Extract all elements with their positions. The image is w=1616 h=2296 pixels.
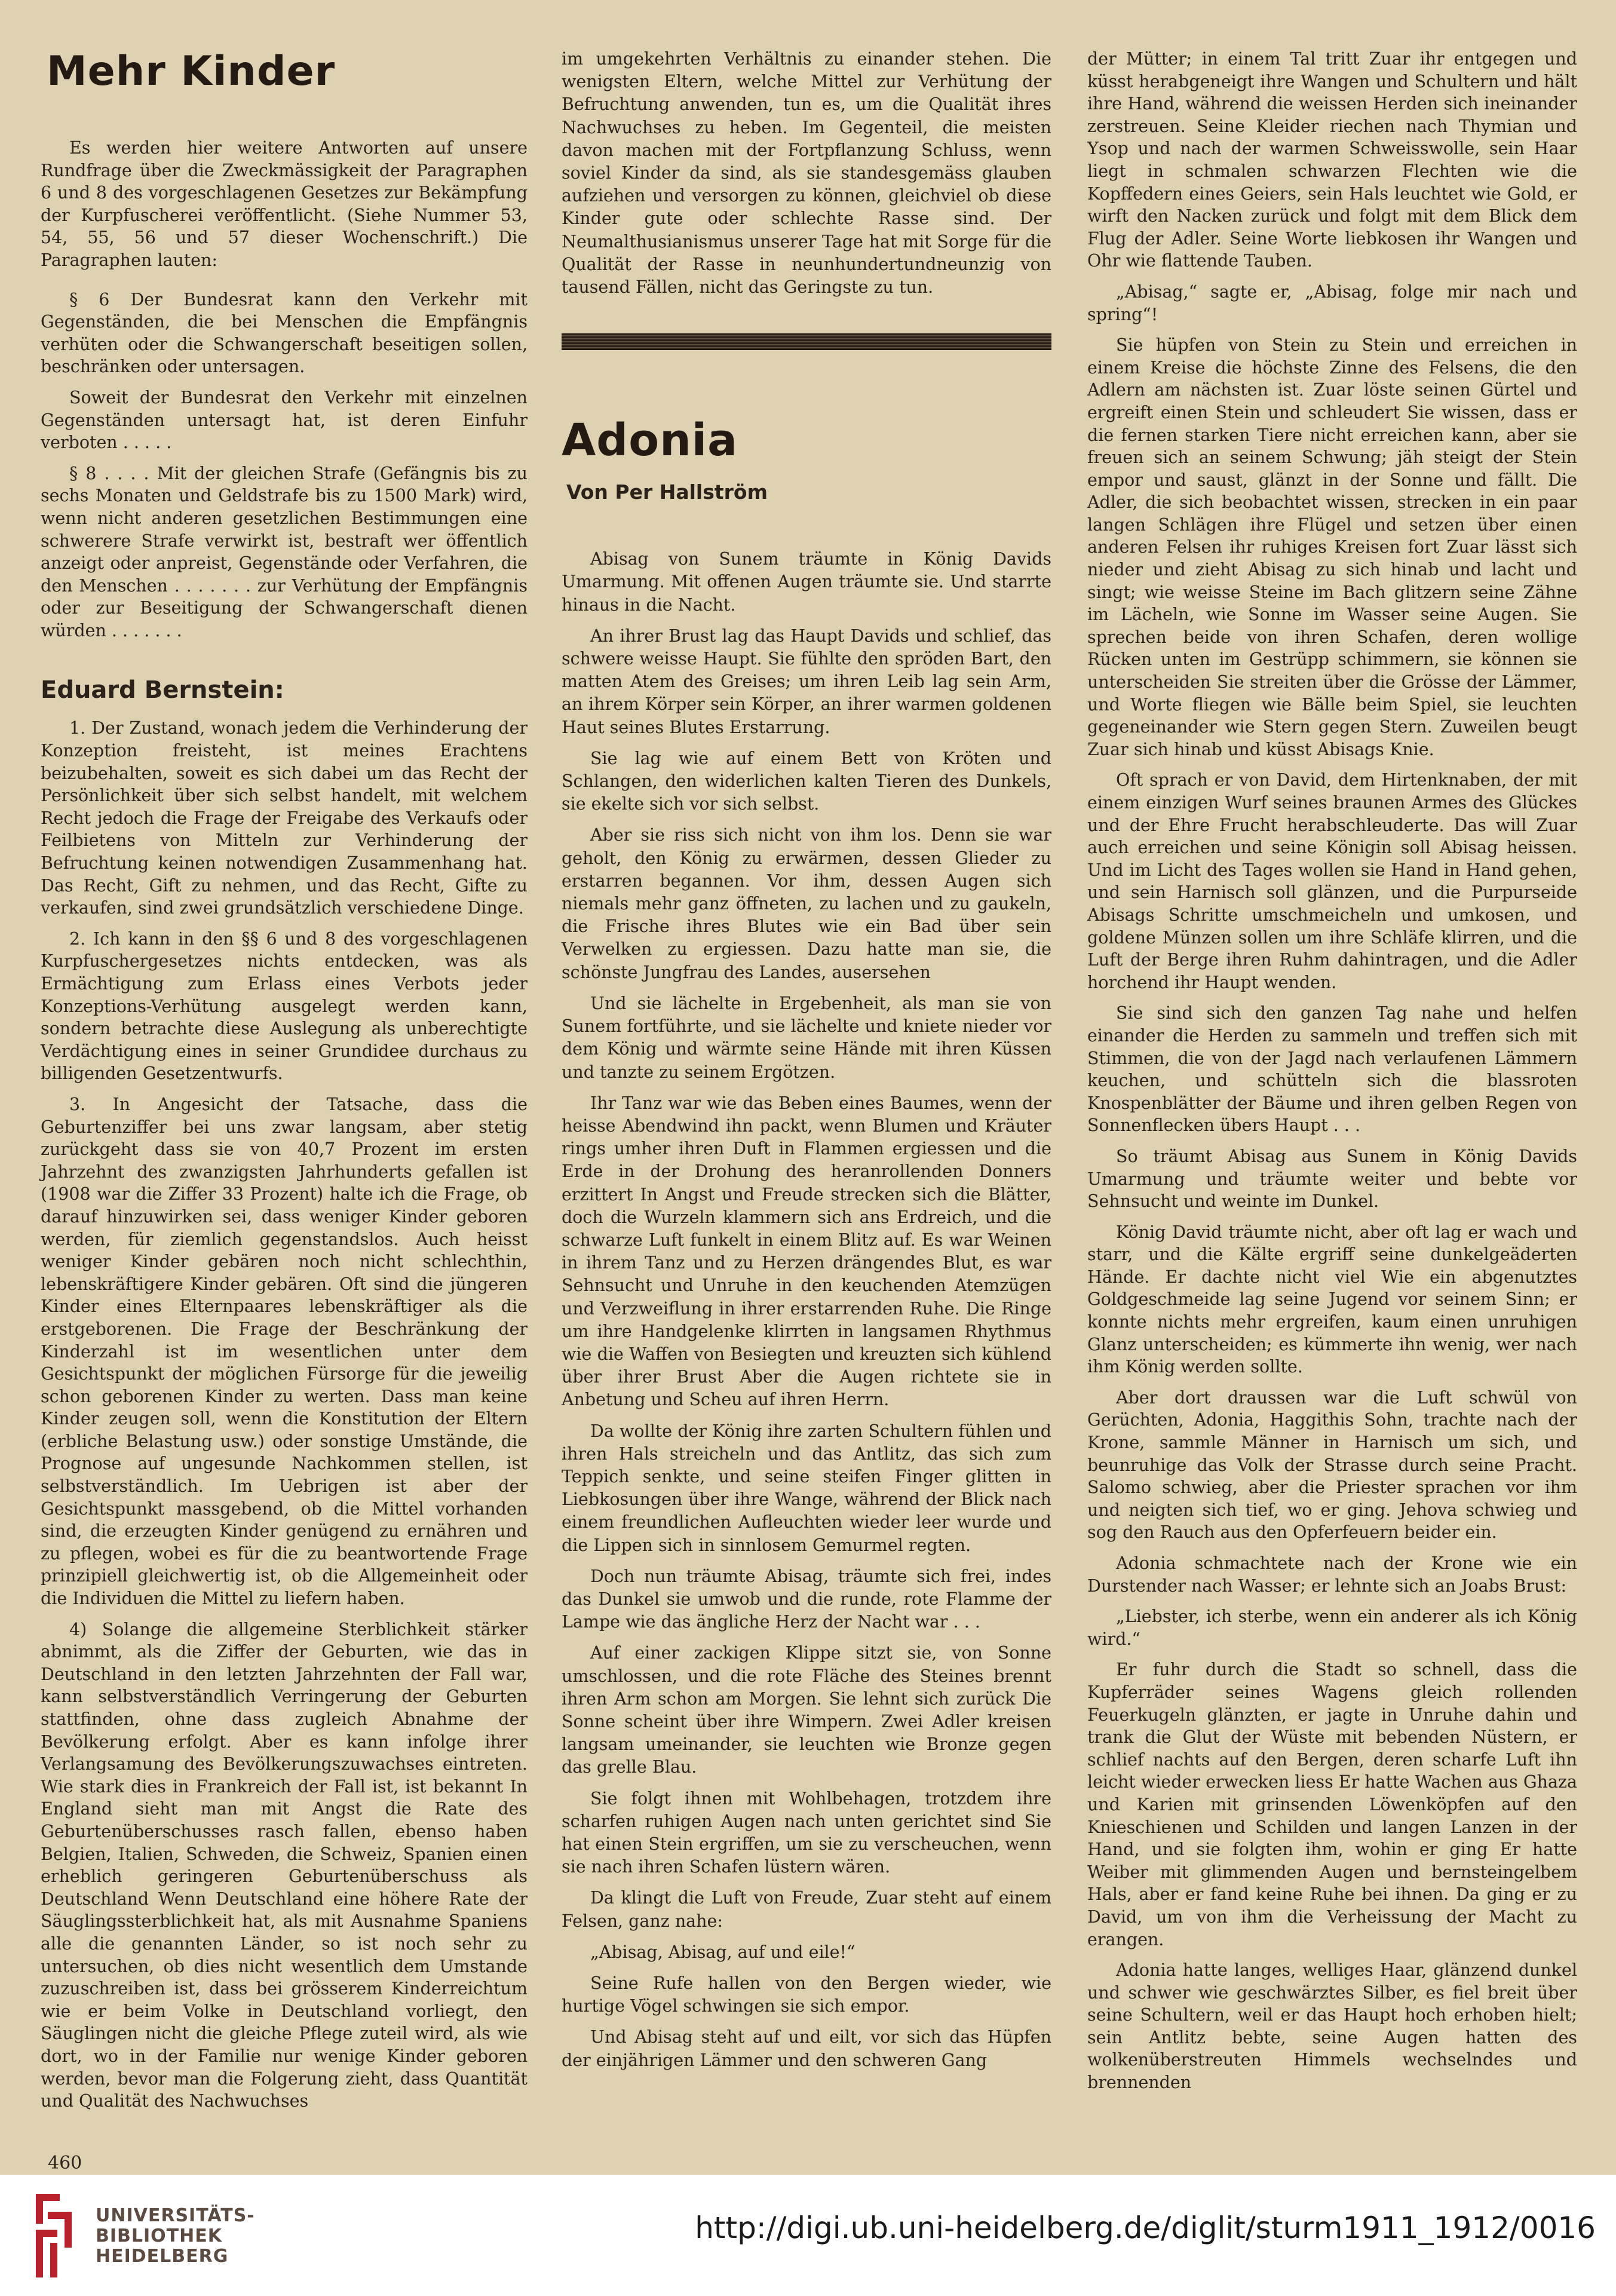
answer-3: 3. In Angesicht der Tatsache, dass die Geburtenziffer bei uns zwar langsam, aber stetig zurückgeht dass sie von 40,7 Prozent im ersten Jahrzehnt des zwanzigsten Jahrhunderts gefallen ist (1908 war die Ziffer 33 Prozent) halte ich die Frage, ob darauf hinzuwirken sei, dass weniger Kinder geboren werden, für ziemlich gegenstandslos. Auch heisst weniger Kinder gebären noch nicht schlechthin, lebenskräftigere Kinder gebären. Oft sind die jüngeren Kinder eines Elternpaares lebenskräftiger als die erstgeborenen. Die Frage der Beschränkung der Kinderzahl ist im wesentlichen unter dem Gesichtspunkt der möglichen Fürsorge für die jeweilig schon geborenen Kinder zu werten. Dass man keine Kinder zeugen soll, wenn die Konstitution der Eltern (erbliche Belastung usw.) oder sonstige Umstände, die Prognose auf ungesunde Nachkommen stellen, ist selbstverständlich. Im Uebrigen ist aber der Gesichtspunkt massgebend, ob die Mittel vorhanden sind, die erzeugten Kinder genügend zu ernähren und zu pflegen, wobei es für die zu beantwortende Frage prinzipiell gleichwertig ist, ob die Allgemeinheit oder die Individuen die Mittel zu liefern haben. bbox=[41, 1094, 528, 1609]
article-title-adonia: Adonia bbox=[562, 415, 738, 467]
section-divider bbox=[562, 333, 1051, 349]
library-name-line: HEIDELBERG bbox=[96, 2246, 229, 2267]
story-paragraph: Aber sie riss sich nicht von ihm los. Denn sie war geholt, den König zu erwärmen, dessen Glieder zu erstarren begannen. Vor ihm, dessen Augen sich niemals mehr ganz öffneten, zu lachen und zu gaukeln, die Frische ihres Blutes wie ein Bad über sein Verwelken zu ergiessen. Dazu hatte man sie, die schönste Jungfrau des Landes, ausersehen bbox=[562, 825, 1051, 982]
story-paragraph: König David träumte nicht, aber oft lag er wach und starr, und die Kälte ergriff seine dunkelgeäderten Hände. Er dachte nicht viel Wie ein abgenutztes Goldgeschmeide lag seine Jugend vor seinem Sinn; er konnte nichts mehr ergreifen, kaum einen unruhigen Glanz unterscheiden; es kümmerte ihn wenig, wer nach ihm König werden sollte. bbox=[1087, 1222, 1577, 1377]
story-paragraph: „Abisag,“ sagte er, „Abisag, folge mir nach und spring“! bbox=[1087, 281, 1577, 324]
library-name-line: BIBLIOTHEK bbox=[96, 2226, 222, 2246]
story-paragraph: So träumt Abisag aus Sunem in König Davids Umarmung und träumte weiter und bebte vor Sehnsucht und weinte im Dunkel. bbox=[1087, 1146, 1577, 1212]
story-paragraph: Auf einer zackigen Klippe sitzt sie, von Sonne umschlossen, und die rote Fläche des Steines brennt ihren Arm schon am Morgen. Sie lehnt sich zurück Die Sonne scheint über ihre Wimpern. Zwei Adler kreisen langsam umeinander, sie leuchten wie Bronze gegen das grelle Blau. bbox=[562, 1643, 1051, 1777]
answer-2: 2. Ich kann in den §§ 6 und 8 des vorgeschlagenen Kurpfuschergesetzes nichts entdecken, was als Ermächtigung zum Erlass eines Verbots jeder Konzeptions-Verhütung ausgelegt werden kann, sondern betrachte diese Auslegung als unberechtigte Verdächtigung eines in seiner Grundidee durchaus zu billigenden Gesetzentwurfs. bbox=[41, 928, 528, 1084]
library-name-line: UNIVERSITÄTS- bbox=[96, 2205, 255, 2226]
respondent-name: Eduard Bernstein: bbox=[41, 676, 284, 704]
column-3 bbox=[1087, 48, 1577, 2102]
library-footer bbox=[0, 2175, 1616, 2296]
intro-paragraph: Es werden hier weitere Antworten auf unsere Rundfrage über die Zweckmässigkeit der Paragraphen 6 und 8 des vorgeschlagenen Gesetzes zur Bekämpfung der Kurpfuscherei veröffentlicht. (Siehe Nummer 53, 54, 55, 56 und 57 dieser Wochenschrift.) Die Paragraphen lauten: bbox=[41, 138, 528, 270]
column-1 bbox=[41, 48, 528, 2121]
university-library-logo-icon bbox=[24, 2188, 84, 2283]
story-paragraph: Da wollte der König ihre zarten Schultern fühlen und ihren Hals streicheln und das Antlitz, das sich zum Teppich senkte, und seine steifen Finger glitten in Liebkosungen über ihre Wange, während der Blick nach einem freundlichen Aufleuchten wieder leer wurde und die Lippen sich in sinnlosem Gemurmel regten. bbox=[562, 1421, 1051, 1555]
paragraph-6-continued: Soweit der Bundesrat den Verkehr mit einzelnen Gegenständen untersagt hat, ist deren Einfuhr verboten . . . . . bbox=[41, 387, 528, 453]
story-paragraph: Sie sind sich den ganzen Tag nahe und helfen einander die Herden zu sammeln und treffen sich mit Stimmen, die von der Jagd nach verlaufenen Lämmern keuchen, und schütteln sich die blassroten Knospenblätter der Bäume und ihren gelben Regen von Sonnenflecken übers Haupt . . . bbox=[1087, 1003, 1577, 1136]
story-paragraph: Adonia schmachtete nach der Krone wie ein Durstender nach Wasser; er lehnte sich an Joabs Brust: bbox=[1087, 1553, 1577, 1596]
story-paragraph: Adonia hatte langes, welliges Haar, glänzend dunkel und schwer wie geschwärztes Silber, es fiel breit über seine Schultern, weil er das Haupt hoch erhoben hielt; sein Antlitz bebte, seine Augen hatten des wolkenüberstreuten Himmels wechselndes und brennenden bbox=[1087, 1960, 1577, 2093]
answer-1: 1. Der Zustand, wonach jedem die Verhinderung der Konzeption freisteht, ist meines Erachtens beizubehalten, soweit es sich dabei um das Recht der Persönlichkeit über sich selbst handelt, mit welchem Recht jedoch die Frage der Freigabe des Verkaufs oder Feilbietens von Mitteln zur Verhinderung der Befruchtung keinen notwendigen Zusammenhang hat. Das Recht, Gift zu nehmen, und das Recht, Gifte zu verkaufen, sind zwei grundsätzlich verschiedene Dinge. bbox=[41, 718, 528, 918]
answer-4-continued: im umgekehrten Verhältnis zu einander stehen. Die wenigsten Eltern, welche Mittel zur Verhütung der Befruchtung anwenden, tun es, um die Qualität ihres Nachwuchses zu heben. Im Gegenteil, die meisten davon machen mit der Fortpflanzung Schluss, wenn soviel Kinder da sind, als sie standesgemäss glauben aufziehen und versorgen zu können, gleichviel ob diese Kinder gute oder schlechte Rasse sind. Der Neumalthusianismus unserer Tage hat mit Sorge für die Qualität der Rasse in neunhundertundneunzig von tausend Fällen, nicht das Geringste zu tun. bbox=[562, 49, 1051, 298]
story-paragraph: Sie lag wie auf einem Bett von Kröten und Schlangen, den widerlichen kalten Tieren des Dunkels, sie ekelte sich vor sich selbst. bbox=[562, 748, 1051, 814]
story-paragraph: Ihr Tanz war wie das Beben eines Baumes, wenn der heisse Abendwind ihn packt, wenn Blumen und Kräuter rings umher ihren Duft in Flammen ergiessen und die Erde in der Drohung des heranrollenden Donners erzittert In Angst und Freude strecken sich die Blätter, doch die Wurzeln klammern sich ans Erdreich, und die schwarze Luft funkelt in einem Blitz auf. Es war Weinen in ihrem Tanz und zu Herzen drängendes Blut, es war Sehnsucht und Unruhe in den keuchenden Atemzügen und Verzweiflung in ihrer erstarrenden Ruhe. Die Ringe um ihre Handgelenke klirrten in langsamen Rhythmus wie die Waffen von Besiegten und kreuzten sich kühlend über ihrer Brust Aber die Augen richtete sie in Anbetung und Scheu auf ihren Herrn. bbox=[562, 1093, 1051, 1410]
story-paragraph: Er fuhr durch die Stadt so schnell, dass die Kupferräder seines Wagens gleich rollenden Feuerkugeln glänzten, er jagte in Unruhe dahin und trank die Glut der Wüste mit bebenden Nüstern, er schlief nachts auf den Bergen, deren scharfe Luft ihn leicht wieder erwecken liess Er hatte Wachen aus Ghaza und Karien mit grinsenden Löwenköpfen auf den Knieschienen und Schilden und langen Lanzen in der Hand, und sie folgten ihm, wohin er ging Er hatte Weiber mit glimmenden Augen und bernsteingelbem Hals, aber er fand keine Ruhe bei ihnen. Da ging er zu David, um von ihm die Verheissung der Macht zu erangen. bbox=[1087, 1660, 1577, 1949]
paragraph-6: § 6 Der Bundesrat kann den Verkehr mit Gegenständen, die bei Menschen die Empfängnis verhüten oder die Schwangerschaft beseitigen sollen, beschränken oder untersagen. bbox=[41, 289, 528, 377]
story-paragraph: Doch nun träumte Abisag, träumte sich frei, indes das Dunkel sie umwob und die runde, rote Flamme der Lampe wie das ängliche Herz der Nacht war . . . bbox=[562, 1566, 1051, 1632]
article-author: Von Per Hallström bbox=[566, 480, 768, 504]
source-url-link[interactable]: http://digi.ub.uni-heidelberg.de/diglit/sturm1911_1912/0016 bbox=[695, 2211, 1596, 2245]
story-paragraph: Aber dort draussen war die Luft schwül von Gerüchten, Adonia, Haggithis Sohn, trachte nach der Krone, sammle Männer in Harnisch um sich, und beunruhige das Volk der Strasse durch seine Pracht. Salomo schwieg, aber die Priester sprachen vor ihm und neigten sich tief, wo er ging. Jehova schwieg und sog den Rauch aus den Opferfeuern beider ein. bbox=[1087, 1387, 1577, 1543]
story-paragraph: „Abisag, Abisag, auf und eile!“ bbox=[590, 1942, 855, 1962]
paragraph-8: § 8 . . . . Mit der gleichen Strafe (Gefängnis bis zu sechs Monaten und Geldstrafe bis zu 1500 Mark) wird, wenn nicht anderen gesetzlichen Bestimmungen eine schwerere Strafe verwirkt ist, bestraft wer öffentlich anzeigt oder anpreist, Gegenstände oder Verfahren, die den Menschen . . . . . . . zur Verhütung der Empfängnis oder zur Beseitigung der Schwangerschaft dienen würden . . . . . . . bbox=[41, 463, 528, 640]
story-paragraph: Sie folgt ihnen mit Wohlbehagen, trotzdem ihre scharfen ruhigen Augen nach unten gerichtet sind Sie hat einen Stein ergriffen, um sie zu verscheuchen, wenn sie nach ihren Schafen lüstern wären. bbox=[562, 1788, 1051, 1877]
story-paragraph: Und Abisag steht auf und eilt, vor sich das Hüpfen der einjährigen Lämmer und den schweren Gang bbox=[562, 2027, 1051, 2070]
story-paragraph: Oft sprach er von David, dem Hirtenknaben, der mit einem einzigen Wurf seines braunen Armes des Glückes und der Ehre Frucht herabschleuderte. Das will Zuar auch erreichen und seine Königin soll Abisag heissen. Und im Licht des Tages wollen sie Hand in Hand gehen, und sein Harnisch soll glänzen, und die Purpurseide Abisags Schritte umschmeicheln und umkosen, und goldene Münzen sollen um ihre Schläfe klirren, und die Luft der Berge ihren Ruhm dahintragen, und die Adler horchend ihr Haupt wenden. bbox=[1087, 770, 1577, 992]
story-paragraph: Seine Rufe hallen von den Bergen wieder, wie hurtige Vögel schwingen sie sich empor. bbox=[562, 1973, 1051, 2016]
story-paragraph: An ihrer Brust lag das Haupt Davids und schlief, das schwere weisse Haupt. Sie fühlte den spröden Bart, den matten Atem des Greises; um ihren Leib lag sein Arm, an ihrem Körper sein Körper, an ihrer warmen goldenen Haut seines Blutes Erstarrung. bbox=[562, 626, 1051, 737]
story-paragraph: Sie hüpfen von Stein zu Stein und erreichen in einem Kreise die höchste Zinne des Felsens, die den Adlern am nächsten ist. Zuar löste seinen Gürtel und ergreift einen Stein und schleudert Sie wissen, dass er die fernen starken Tiere nicht erreichen kann, aber sie freuen sich an seinem Schwung; jäh steigt der Stein empor und saust, glänzt in der Sonne und fällt. Die Adler, die sich beobachtet wissen, strecken in ein paar langen Schlägen ihre Flügel und setzen über einen anderen Felsen ihr ruhiges Kreisen fort Zuar lässt sich nieder und zieht Abisag zu sich hinab und lacht und singt; wie weisse Steine im Bach glitzern seine Zähne im Lächeln, wie Sonne im Wasser seine Augen. Sie sprechen beide von ihren Schafen, deren wollige Rücken unten im Gestrüpp schimmern, sie können sie unterscheiden Sie streiten über die Grösse der Lämmer, und Worte fliegen wie Bälle beim Spiel, sie leuchten gegeneinander wie Stern gegen Stern. Zuweilen beugt Zuar sich hinab und küsst Abisags Knie. bbox=[1087, 335, 1577, 759]
library-name bbox=[96, 2206, 255, 2267]
story-paragraph: Da klingt die Luft von Freude, Zuar steht auf einem Felsen, ganz nahe: bbox=[562, 1888, 1051, 1931]
column-2 bbox=[562, 48, 1051, 2080]
article-title-mehr-kinder: Mehr Kinder bbox=[47, 48, 336, 95]
story-paragraph: „Liebster, ich sterbe, wenn ein anderer als ich König wird.“ bbox=[1087, 1607, 1577, 1649]
story-paragraph: Und sie lächelte in Ergebenheit, als man sie von Sunem fortführte, und sie lächelte und kniete nieder vor dem König und wärmte seine Hände mit ihren Küssen und tanzte zu seinem Ergötzen. bbox=[562, 993, 1051, 1082]
page-number: 460 bbox=[48, 2153, 82, 2174]
answer-4: 4) Solange die allgemeine Sterblichkeit stärker abnimmt, als die Ziffer der Geburten, wie das in Deutschland in den letzten Jahrzehnten der Fall war, kann selbstverständlich Verringerung der Geburten stattfinden, ohne dass zugleich Abnahme der Bevölkerung erfolgt. Aber es kann infolge ihrer Verlangsamung des Bevölkerungszuwachses eintreten. Wie stark dies in Frankreich der Fall ist, ist bekannt In England sieht man mit Angst die Rate des Geburtenüberschusses rasch fallen, ebenso haben Belgien, Italien, Schweden, die Schweiz, Spanien einen erheblich geringeren Geburtenüberschuss als Deutschland Wenn Deutschland eine höhere Rate der Säuglingssterblichkeit hat, als mit Ausnahme Spaniens alle die genannten Länder, so ist noch sehr zu untersuchen, ob dies nicht wesentlich dem Umstande zuzuschreiben ist, dass bei grösserem Kinderreichtum wie er beim Volke in Deutschland vorliegt, den Säuglingen nicht die gleiche Pflege zuteil wird, als wie dort, wo in der Familie nur wenige Kinder geboren werden, bevor man die Folgerung zieht, dass Quantität und Qualität des Nachwuchses bbox=[41, 1619, 528, 2111]
story-paragraph: Abisag von Sunem träumte in König Davids Umarmung. Mit offenen Augen träumte sie. Und starrte hinaus in die Nacht. bbox=[562, 549, 1051, 615]
story-paragraph: der Mütter; in einem Tal tritt Zuar ihr entgegen und küsst herabgeneigt ihre Wangen und Schultern und hält ihre Hand, während die weissen Herden sich ineinander zerstreuen. Seine Kleider riechen nach Thymian und Ysop und nach der warmen Schweisswolle, sein Haar liegt in schmalen schwarzen Flechten wie die Kopffedern eines Geiers, sein Hals leuchtet wie Gold, er wirft den Nacken zurück und folgt mit dem Blick dem Flug der Adler. Seine Worte liebkosen ihr Wangen und Ohr wie flattende Tauben. bbox=[1087, 49, 1577, 271]
